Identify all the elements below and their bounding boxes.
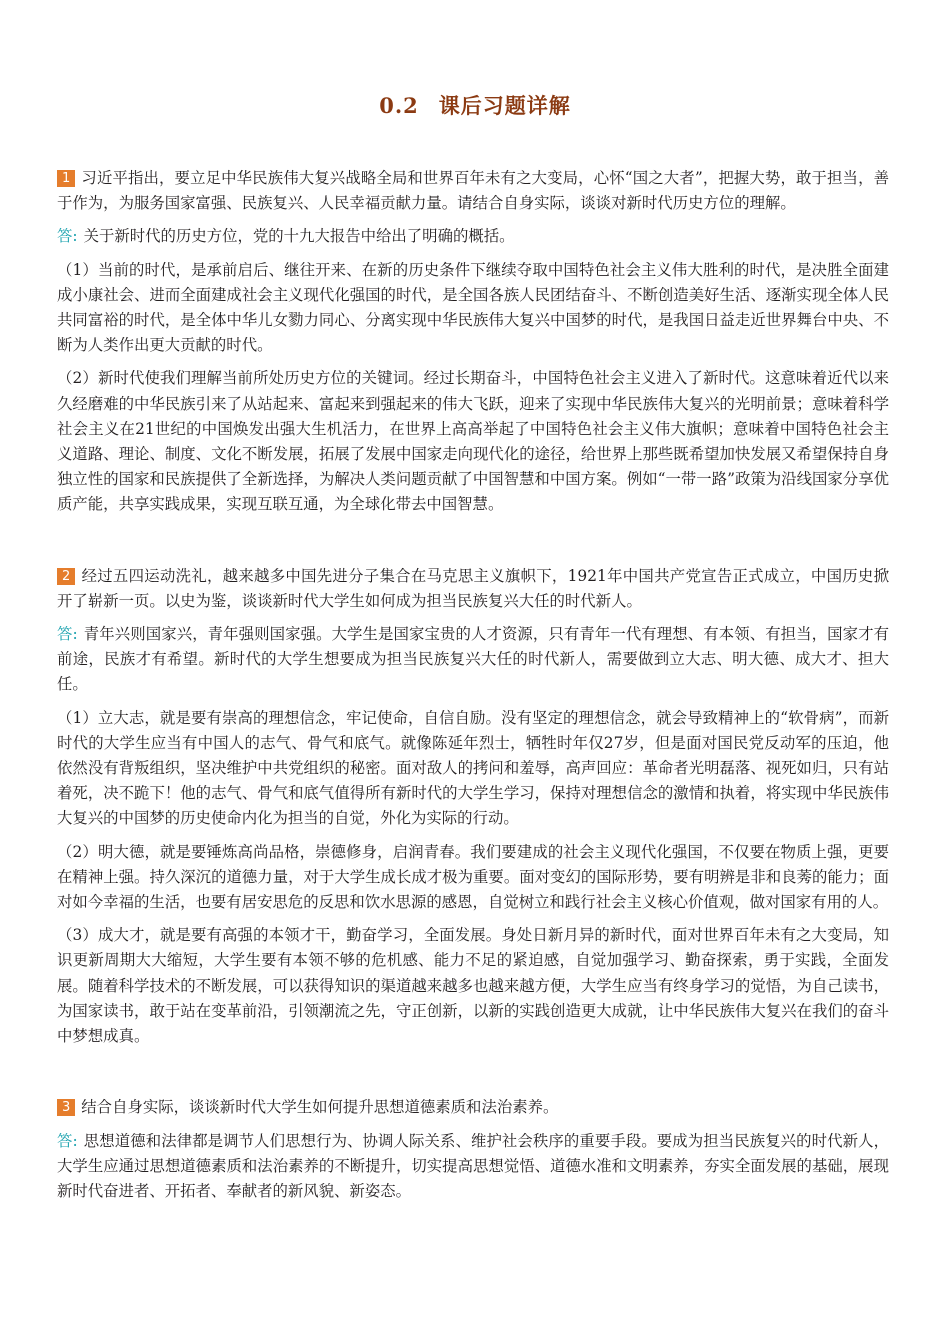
answer-2-point-1: （1）立大志，就是要有崇高的理想信念，牢记使命，自信自励。没有坚定的理想信念，就会导致精神上的“软骨病”，而新时代的大学生应当有中国人的志气、骨气和底气。就像陈延年烈士，牺牲时年仅27岁，但是面对国民党反动军的压迫，他依然没有背叛组织，坚决维护中共党组织的秘密。面对敌人的拷问和羞辱，高声回应：革命者光明磊落、视死如归，只有站着死，决不跪下！他的志气、骨气和底气值得所有新时代的大学生学习，保持对理想信念的激情和执着，将实现中华民族伟大复兴的中国梦的历史使命内化为担当的自觉，外化为实际的行动。 — [57, 708, 889, 828]
section-heading: 课后习题详解 — [438, 93, 571, 118]
question-1 — [57, 166, 889, 216]
question-number-badge: 3 — [57, 1099, 75, 1116]
question-separator — [57, 1057, 889, 1095]
answer-label: 答: — [57, 1131, 78, 1150]
question-text: 结合自身实际，谈谈新时代大学生如何提升思想道德素质和法治素养。 — [81, 1098, 559, 1117]
answer-2-point-3: （3）成大才，就是要有高强的本领才干，勤奋学习，全面发展。身处日新月异的新时代，面对世界百年未有之大变局，知识更新周期大大缩短，大学生要有本领不够的危机感、能力不足的紧迫感，自觉加强学习、勤奋探索，勇于实践，全面发展。随着科学技术的不断发展，可以获得知识的渠道越来越多也越来越方便，大学生应当有终身学习的觉悟，为自己读书，为国家读书，敢于站在变革前沿，引领潮流之先，守正创新，以新的实践创造更大成就，让中华民族伟大复兴在我们的奋斗中梦想成真。 — [57, 926, 889, 1046]
question-3 — [57, 1095, 889, 1120]
answer-text: 青年兴则国家兴，青年强则国家强。大学生是国家宝贵的人才资源，只有青年一代有理想、有本领、有担当，国家才有前途，民族才有希望。新时代的大学生想要成为担当民族复兴大任的时代新人，需要做到立大志、明大德、成大才、担大任。 — [57, 625, 889, 694]
question-text: 习近平指出，要立足中华民族伟大复兴战略全局和世界百年未有之大变局，心怀“国之大者”，把握大势，敢于担当，善于作为，为服务国家富强、民族复兴、人民幸福贡献力量。请结合自身实际，谈谈对新时代历史方位的理解。 — [57, 169, 889, 213]
answer-2-point-2: （2）明大德，就是要锤炼高尚品格，崇德修身，启润青春。我们要建成的社会主义现代化强国，不仅要在物质上强，更要在精神上强。持久深沉的道德力量，对于大学生成长成才极为重要。面对变幻的国际形势，要有明辨是非和良莠的能力；面对如今幸福的生活，也要有居安思危的反思和饮水思源的感恩，自觉树立和践行社会主义核心价值观，做对国家有用的人。 — [57, 842, 889, 912]
question-separator — [57, 526, 889, 564]
answer-text: 思想道德和法律都是调节人们思想行为、协调人际关系、维护社会秩序的重要手段。要成为担当民族复兴的时代新人，大学生应通过思想道德素质和法治素养的不断提升，切实提高思想觉悟、道德水准和文明素养，夯实全面发展的基础，展现新时代奋进者、开拓者、奉献者的新风貌、新姿态。 — [57, 1131, 889, 1200]
answer-1-intro — [57, 224, 889, 249]
answer-1-point-2: （2）新时代使我们理解当前所处历史方位的关键词。经过长期奋斗，中国特色社会主义进入了新时代。这意味着近代以来久经磨难的中华民族引来了从站起来、富起来到强起来的伟大飞跃，迎来了实现中华民族伟大复兴的光明前景；意味着科学社会主义在21世纪的中国焕发出强大生机活力，在世界上高高举起了中国特色社会主义伟大旗帜；意味着中国特色社会主义道路、理论、制度、文化不断发展，拓展了发展中国家走向现代化的途径，给世界上那些既希望加快发展又希望保持自身独立性的国家和民族提供了全新选择，为解决人类问题贡献了中国智慧和中国方案。例如“一带一路”政策为沿线国家分享优质产能，共享实践成果，实现互联互通，为全球化带去中国智慧。 — [57, 369, 889, 514]
question-2 — [57, 564, 889, 614]
exercise-content — [57, 166, 889, 1212]
question-number-badge: 2 — [57, 568, 75, 585]
answer-1-point-1: （1）当前的时代，是承前启后、继往开来、在新的历史条件下继续夺取中国特色社会主义伟大胜利的时代，是决胜全面建成小康社会、进而全面建成社会主义现代化强国的时代，是全国各族人民团结奋斗、不断创造美好生活、逐渐实现全体人民共同富裕的时代，是全体中华儿女勠力同心、分离实现中华民族伟大复兴中国梦的时代，是我国日益走近世界舞台中央、不断为人类作出更大贡献的时代。 — [57, 260, 889, 355]
question-text: 经过五四运动洗礼，越来越多中国先进分子集合在马克思主义旗帜下，1921年中国共产党宣告正式成立，中国历史掀开了崭新一页。以史为鉴，谈谈新时代大学生如何成为担当民族复兴大任的时代新人。 — [57, 566, 889, 610]
section-title — [0, 90, 950, 120]
answer-label: 答: — [57, 625, 78, 644]
answer-text: 关于新时代的历史方位，党的十九大报告中给出了明确的概括。 — [83, 227, 515, 246]
section-number: 0.2 — [379, 93, 419, 118]
answer-2-intro — [57, 622, 889, 698]
answer-3-intro — [57, 1129, 889, 1205]
answer-label: 答: — [57, 227, 78, 246]
question-number-badge: 1 — [57, 170, 75, 187]
